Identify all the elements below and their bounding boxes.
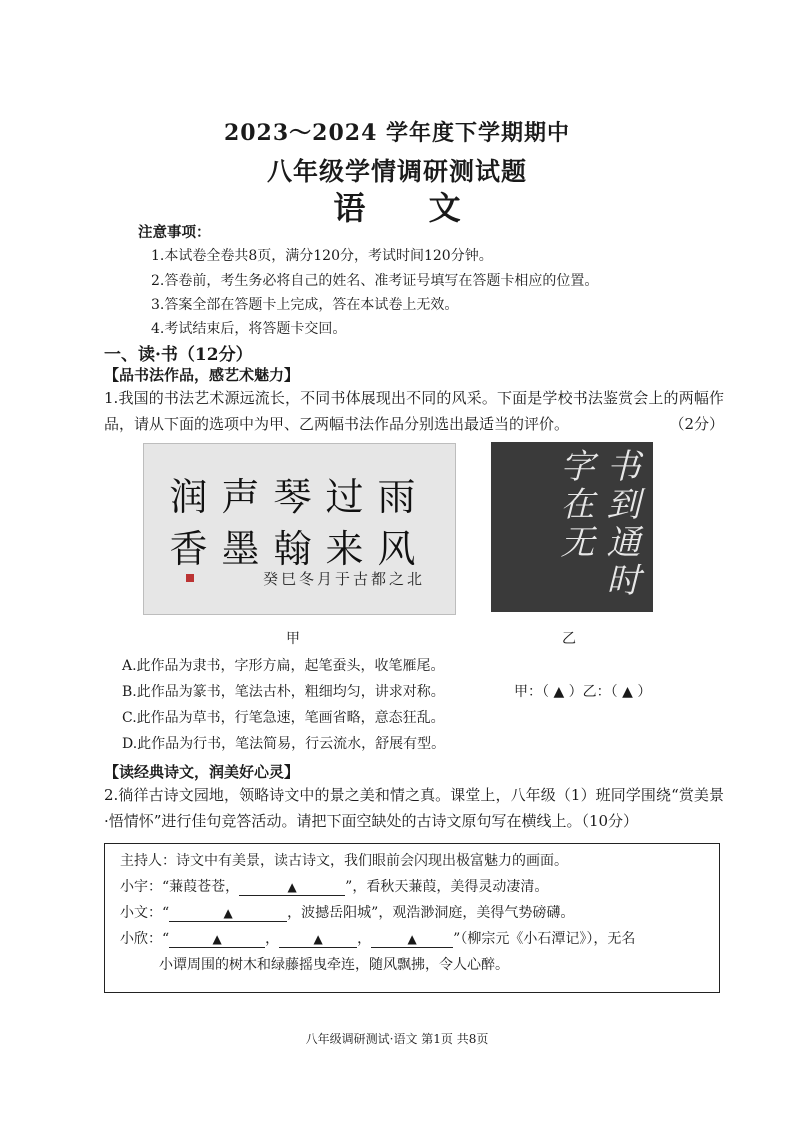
xiaowen-line <box>120 902 574 922</box>
xiaoxin-line-2: 小谭周围的树木和绿藤摇曳牵连，随风飘拂，令人心醉。 <box>159 957 509 973</box>
seal-stamp <box>186 574 194 582</box>
calligraphy-image-jia <box>143 443 456 615</box>
calligraphy-jia-row2: 香墨翰来风 <box>169 527 430 571</box>
question-2: 2.徜徉古诗文园地，领略诗文中的景之美和情之真。课堂上，八年级（1）班同学围绕“赏美景·悟情怀”进行佳句竞答活动。请把下面空缺处的古诗文原句写在横线上。（10分） <box>104 786 724 830</box>
notice-item: 3.答案全部在答题卡上完成，答在本试卷上无效。 <box>151 297 459 313</box>
calligraphy-yi-text: 书到通时字在无 <box>554 448 640 600</box>
xiaoxin-line <box>120 928 635 948</box>
notice-heading: 注意事项： <box>138 224 211 241</box>
answer-blank: ▲ <box>169 905 287 922</box>
answer-line: 甲：（ ▲ ）乙：（ ▲ ） <box>514 684 652 700</box>
exam-title-line1: 2023～2024 学年度下学期期中 <box>223 120 571 146</box>
exam-title-line2: 八年级学情调研测试题 <box>266 157 527 186</box>
xiaoxin-prefix: 小欣：“ <box>120 931 170 947</box>
calligraphy-jia-row1: 润声琴过雨 <box>169 475 430 519</box>
xiaoxin-separator: ， <box>265 931 280 947</box>
option-a: A.此作品为隶书，字形方扁，起笔蚕头，收笔雁尾。 <box>122 658 445 674</box>
xiaoyu-suffix: ”，看秋天蒹葭，美得灵动凄清。 <box>345 879 549 895</box>
xiaoxin-separator: ， <box>357 931 372 947</box>
xiaowen-prefix: 小文：“ <box>120 905 170 921</box>
question-1-text: 1.我国的书法艺术源远流长，不同书体展现出不同的风采。下面是学校书法鉴赏会上的两幅作品，请从下面的选项中为甲、乙两幅书法作品分别选出最适当的评价。 <box>104 389 724 433</box>
question-1-points: （2分） <box>669 415 724 433</box>
notice-item: 2.答卷前，考生务必将自己的姓名、准考证号填写在答题卡相应的位置。 <box>151 273 599 289</box>
page-footer: 八年级调研测试·语文 第1页 共8页 <box>305 1032 489 1046</box>
xiaowen-suffix: ，波撼岳阳城”，观浩渺洞庭，美得气势磅礴。 <box>287 905 575 921</box>
answer-blank: ▲ <box>371 931 453 948</box>
subsection-heading: 【读经典诗文，润美好心灵】 <box>104 763 300 781</box>
answer-blank: ▲ <box>239 879 345 896</box>
xiaoyu-line <box>120 876 548 896</box>
option-d: D.此作品为行书，笔法简易，行云流水，舒展有型。 <box>122 736 446 752</box>
option-c: C.此作品为草书，行笔急速，笔画省略，意态狂乱。 <box>122 710 445 726</box>
answer-blank: ▲ <box>279 931 357 948</box>
notice-item: 1.本试卷全卷共8页，满分120分，考试时间120分钟。 <box>151 248 493 264</box>
subsection-heading: 【品书法作品，感艺术魅力】 <box>104 366 300 384</box>
option-b: B.此作品为篆书，笔法古朴，粗细均匀，讲求对称。 <box>122 684 445 700</box>
answer-blank: ▲ <box>169 931 265 948</box>
calligraphy-jia-inscription: 癸巳冬月于古都之北 <box>262 570 425 588</box>
notice-item: 4.考试结束后，将答题卡交回。 <box>151 321 347 337</box>
calligraphy-image-yi <box>491 442 653 612</box>
activity-box <box>104 843 720 993</box>
caption-yi: 乙 <box>562 631 576 647</box>
question-1 <box>104 385 724 437</box>
xiaoyu-prefix: 小宇：“蒹葭苍苍， <box>120 879 240 895</box>
section-heading: 一、读·书（12分） <box>104 345 253 365</box>
subject-title: 语 文 <box>333 189 487 227</box>
caption-jia: 甲 <box>286 631 300 647</box>
xiaoxin-suffix: ”（柳宗元《小石潭记》），无名 <box>453 931 636 947</box>
host-line: 主持人：诗文中有美景，读古诗文，我们眼前会闪现出极富魅力的画面。 <box>120 853 568 869</box>
